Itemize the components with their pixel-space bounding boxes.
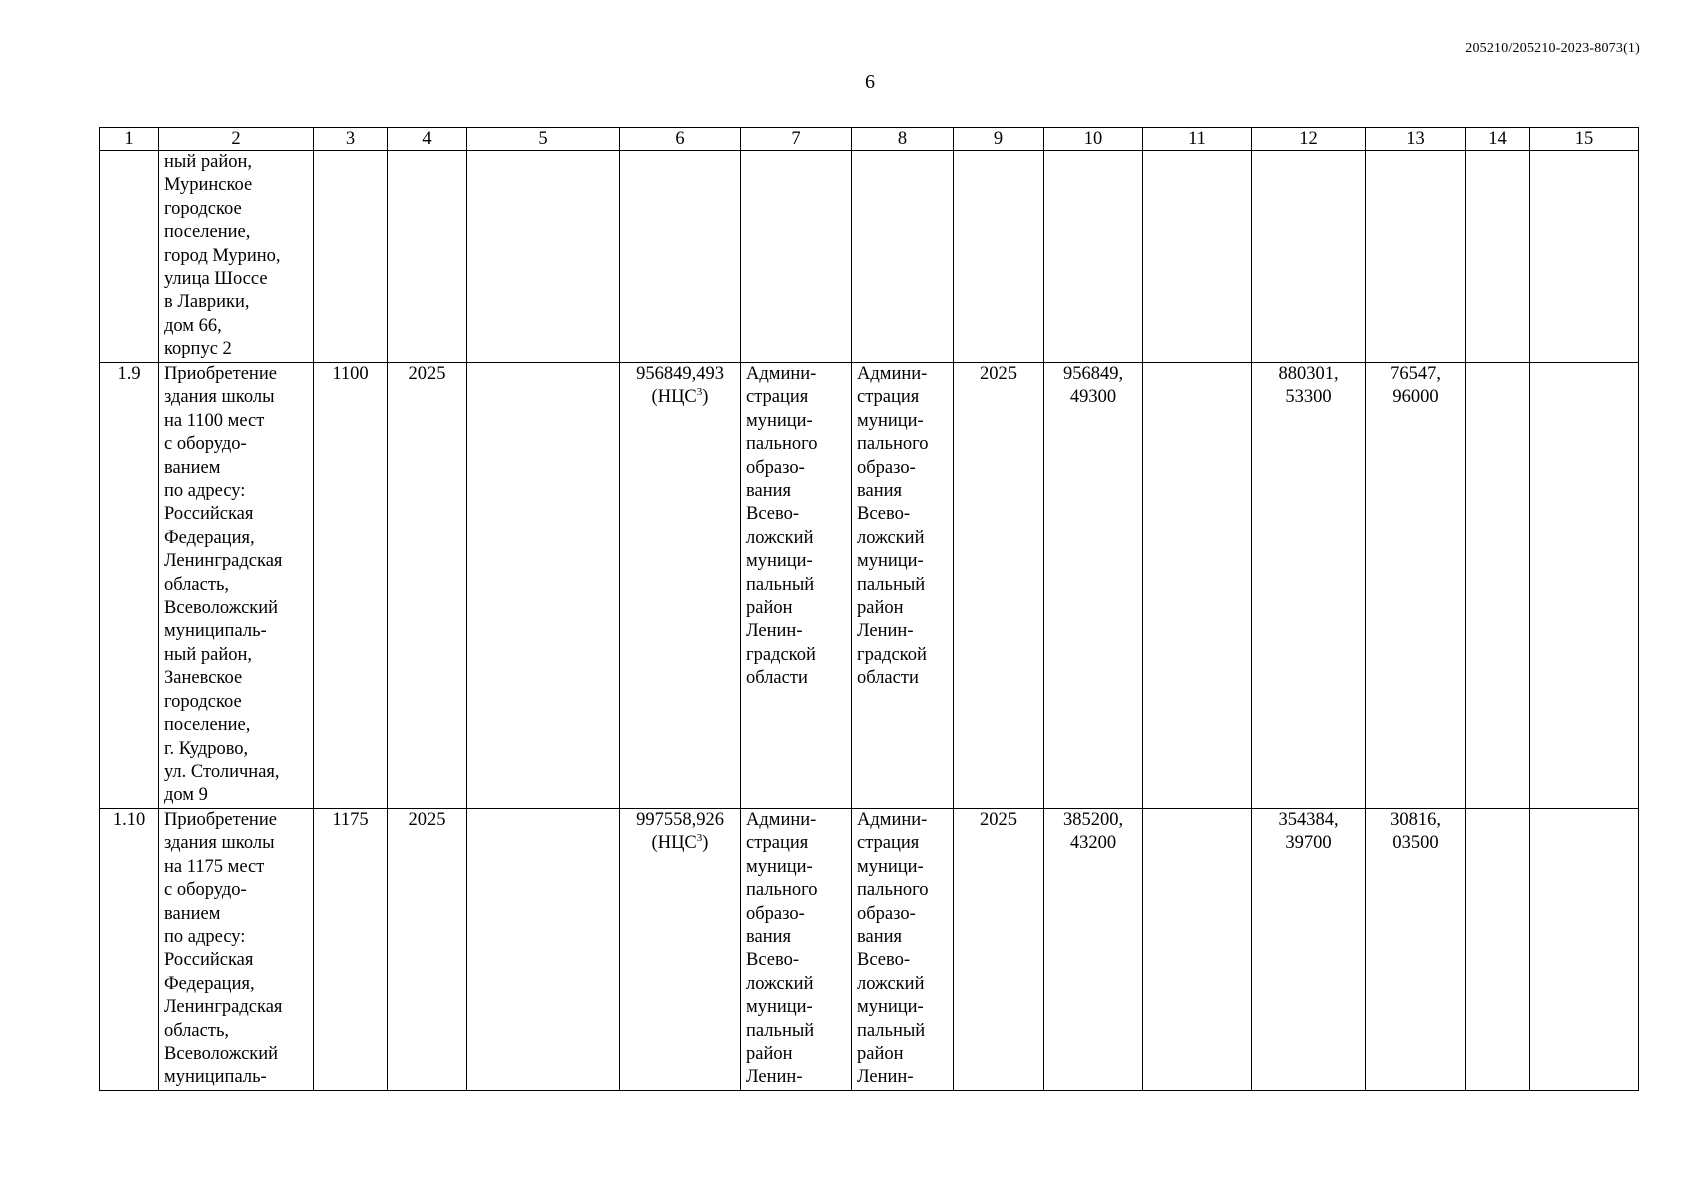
row-number: 1.10 bbox=[100, 809, 159, 1091]
column-header: 2 bbox=[159, 128, 314, 151]
data-table bbox=[99, 127, 1639, 1091]
column-header: 8 bbox=[852, 128, 954, 151]
amount-federal: 354384, 39700 bbox=[1252, 809, 1366, 1091]
capacity: 1100 bbox=[314, 363, 388, 809]
document-id: 205210/205210-2023-8073(1) bbox=[1465, 41, 1640, 56]
column-11-cell bbox=[1143, 809, 1252, 1091]
column-header: 5 bbox=[467, 128, 620, 151]
year: 2025 bbox=[954, 363, 1044, 809]
column-11-cell bbox=[1143, 363, 1252, 809]
developer: Админи- страция муници- пального образо- вания Всево- ложский муници- пальный район Ленин- градской области bbox=[852, 363, 954, 809]
column-header: 1 bbox=[100, 128, 159, 151]
column-number-row bbox=[100, 128, 1639, 151]
column-header: 3 bbox=[314, 128, 388, 151]
year: 2025 bbox=[954, 809, 1044, 1091]
year: 2025 bbox=[388, 363, 467, 809]
column-header: 10 bbox=[1044, 128, 1143, 151]
column-15-cell bbox=[1530, 809, 1639, 1091]
object-description: Приобретение здания школы на 1100 мест с оборудо- ванием по адресу: Российская Федерация, Ленинградская область, Всеволожский муниципаль- ный район, Заневское городское поселение, г. Кудрово, ул. Столичная, дом 9 bbox=[159, 363, 314, 809]
year: 2025 bbox=[388, 809, 467, 1091]
amount-regional: 76547, 96000 bbox=[1366, 363, 1466, 809]
column-5-cell bbox=[467, 363, 620, 809]
column-header: 13 bbox=[1366, 128, 1466, 151]
page-number: 6 bbox=[865, 71, 875, 93]
column-5-cell bbox=[467, 809, 620, 1091]
column-header: 4 bbox=[388, 128, 467, 151]
cost-value: 997558,926 bbox=[636, 810, 724, 830]
table-row-continuation bbox=[100, 151, 1639, 363]
object-description: Приобретение здания школы на 1175 мест с оборудо- ванием по адресу: Российская Федерация, Ленинградская область, Всеволожский муниципаль- bbox=[159, 809, 314, 1091]
column-header: 7 bbox=[741, 128, 852, 151]
cost-value: 956849,493 bbox=[636, 364, 724, 384]
column-header: 15 bbox=[1530, 128, 1639, 151]
row-number: 1.9 bbox=[100, 363, 159, 809]
table-row bbox=[100, 809, 1639, 1091]
column-header: 11 bbox=[1143, 128, 1252, 151]
column-14-cell bbox=[1466, 363, 1530, 809]
object-description: ный район, Муринское городское поселение, город Мурино, улица Шоссе в Лаврики, дом 66, корпус 2 bbox=[159, 151, 314, 363]
table-row bbox=[100, 363, 1639, 809]
column-15-cell bbox=[1530, 363, 1639, 809]
customer: Админи- страция муници- пального образо- вания Всево- ложский муници- пальный район Ленин- градской области bbox=[741, 363, 852, 809]
cost-note: (НЦС$^3$) bbox=[651, 386, 709, 408]
estimated-cost bbox=[620, 809, 741, 1091]
column-header: 6 bbox=[620, 128, 741, 151]
footnote-mark: 3 bbox=[696, 832, 703, 845]
amount-federal: 880301, 53300 bbox=[1252, 363, 1366, 809]
column-header: 9 bbox=[954, 128, 1044, 151]
amount-total: 956849, 49300 bbox=[1044, 363, 1143, 809]
column-header: 12 bbox=[1252, 128, 1366, 151]
amount-regional: 30816, 03500 bbox=[1366, 809, 1466, 1091]
column-14-cell bbox=[1466, 809, 1530, 1091]
footnote-mark: 3 bbox=[696, 386, 703, 399]
cost-note: (НЦС$^3$) bbox=[651, 832, 709, 854]
capacity: 1175 bbox=[314, 809, 388, 1091]
amount-total: 385200, 43200 bbox=[1044, 809, 1143, 1091]
customer: Админи- страция муници- пального образо- вания Всево- ложский муници- пальный район Ленин- bbox=[741, 809, 852, 1091]
developer: Админи- страция муници- пального образо- вания Всево- ложский муници- пальный район Ленин- bbox=[852, 809, 954, 1091]
column-header: 14 bbox=[1466, 128, 1530, 151]
estimated-cost bbox=[620, 363, 741, 809]
